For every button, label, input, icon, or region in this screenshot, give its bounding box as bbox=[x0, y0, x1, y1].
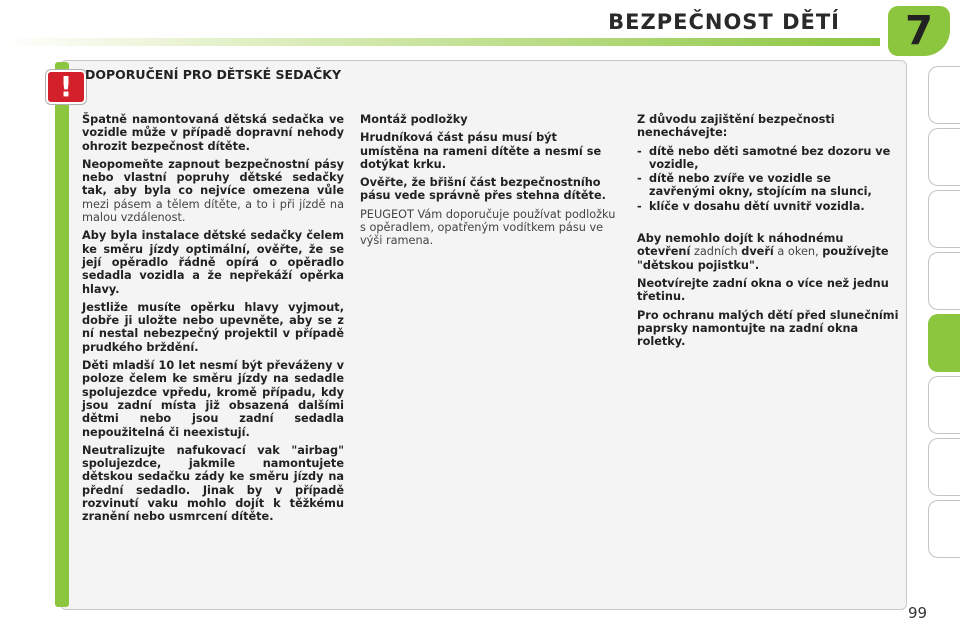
warning-list bbox=[637, 145, 899, 213]
paragraph: Aby byla instalace dětské sedačky čelem ke směru jízdy optimální, ověřte, že se její opěradlo řádně opírá o opěradlo sedadla vozidla a že nepřekáží opěrka hlavy. bbox=[82, 229, 344, 296]
chapter-tab[interactable] bbox=[928, 500, 960, 558]
paragraph: Jestliže musíte opěrku hlavy vyjmout, dobře ji uložte nebo upevněte, aby se z ní nestal nebezpečný projektil v případě prudkého brždění. bbox=[82, 300, 344, 354]
list-item: - klíče v dosahu dětí uvnitř vozidla. bbox=[637, 200, 899, 213]
paragraph: PEUGEOT Vám doporučuje používat podložku s opěradlem, opatřeným vodítkem pásu ve výši ramena. bbox=[360, 207, 616, 248]
warning-icon-glyph: ! bbox=[59, 70, 73, 103]
chapter-tab[interactable] bbox=[928, 190, 960, 248]
column-middle bbox=[360, 113, 618, 253]
paragraph: Aby nemohlo dojít k náhodnému otevření zadních dveří a oken, používejte "dětskou pojistku". bbox=[637, 232, 889, 272]
paragraph: Neopomeňte zapnout bezpečnostní pásy nebo vlastní popruhy dětské sedačky tak, aby byla co nejvíce omezena vůle mezi pásem a tělem dítěte, a to i při jízdě na malou vzdálenost. bbox=[82, 157, 344, 225]
chapter-number: 7 bbox=[905, 8, 933, 54]
subheading: Montáž podložky bbox=[360, 113, 468, 126]
list-item: - dítě nebo děti samotné bez dozoru ve vozidle, bbox=[637, 145, 899, 172]
paragraph: Hrudníková část pásu musí být umístěna na rameni dítěte a nesmí se dotýkat krku. bbox=[360, 131, 602, 171]
chapter-tab[interactable] bbox=[928, 376, 960, 434]
paragraph: Špatně namontovaná dětská sedačka ve vozidle může v případě dopravní nehody ohrozit bezpečnost dítěte. bbox=[82, 113, 344, 153]
page-title: BEZPEČNOST DĚTÍ bbox=[608, 10, 840, 34]
chapter-tab[interactable] bbox=[928, 438, 960, 496]
warning-icon bbox=[46, 70, 86, 104]
column-left bbox=[82, 113, 344, 529]
column-right bbox=[637, 113, 899, 353]
chapter-tab-active[interactable] bbox=[928, 314, 960, 372]
list-item: - dítě nebo zvíře ve vozidle se zavřenými okny, stojícím na slunci, bbox=[637, 172, 899, 199]
header bbox=[0, 0, 960, 50]
chapter-tabs bbox=[928, 66, 960, 586]
paragraph: Děti mladší 10 let nesmí být převáženy v poloze čelem ke směru jízdy na sedadle spolujezdce vpředu, kromě případu, kdy jsou zadní místa již obsazená dalšími dětmi nebo jsou zadní sedadla nepoužitelná či neexistují. bbox=[82, 359, 344, 439]
section-heading: DOPORUČENÍ PRO DĚTSKÉ SEDAČKY bbox=[85, 67, 342, 82]
header-stripe bbox=[0, 38, 880, 46]
paragraph: Neutralizujte nafukovací vak "airbag" spolujezdce, jakmile namontujete dětskou sedačku zády ke směru jízdy na přední sedadlo. Jinak by v případě rozvinutí vaku mohlo dojít k těžkému zranění nebo usmrcení dítěte. bbox=[82, 443, 344, 524]
chapter-tab[interactable] bbox=[928, 128, 960, 186]
paragraph: Neotvírejte zadní okna o více než jednu třetinu. bbox=[637, 276, 889, 304]
chapter-tab[interactable] bbox=[928, 252, 960, 310]
paragraph: Z důvodu zajištění bezpečnosti nenechávejte: bbox=[637, 113, 835, 140]
section-accent-bar bbox=[55, 62, 69, 607]
page-number: 99 bbox=[908, 604, 928, 622]
paragraph: Ověřte, že břišní část bezpečnostního pásu vede správně přes stehna dítěte. bbox=[360, 176, 606, 203]
chapter-tab[interactable] bbox=[928, 66, 960, 124]
paragraph: Pro ochranu malých dětí před slunečními paprsky namontujte na zadní okna roletky. bbox=[637, 308, 899, 349]
chapter-badge bbox=[888, 6, 950, 56]
